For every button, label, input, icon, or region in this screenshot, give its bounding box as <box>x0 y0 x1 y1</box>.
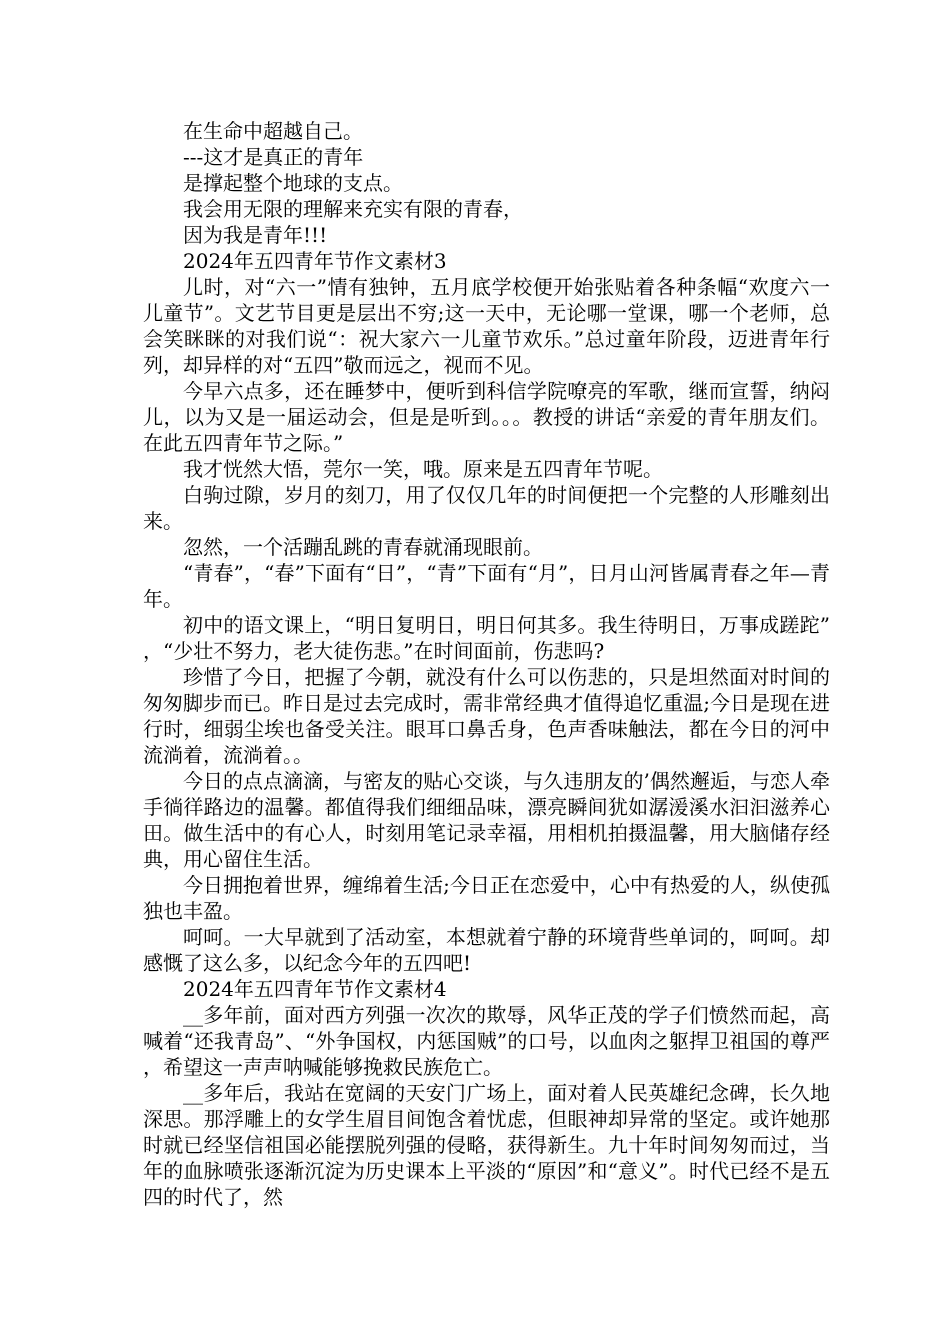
paragraph: 今早六点多，还在睡梦中，便听到科信学院嘹亮的军歌，继而宣誓，纳闷儿，以为又是一届运动会，但是是听到。。。教授的讲话“亲爱的青年朋友们。在此五四青年节之际。” <box>143 379 830 455</box>
paragraph: 我才恍然大悟，莞尔一笑，哦。原来是五四青年节呢。 <box>183 457 663 481</box>
paragraph: 儿时，对“六一”情有独钟，五月底学校便开始张贴着各种条幅“欢度六一儿童节”。文艺节目更是层出不穷;这一天中，无论哪一堂课，哪一个老师，总会笑眯眯的对我们说“：祝大家六一儿童节欢乐。”总过童年阶段，迈进青年行列，却异样的对“五四”敬而远之，视而不见。 <box>143 275 830 377</box>
paragraph: 珍惜了今日，把握了今朝，就没有什么可以伤悲的，只是坦然面对时间的匆匆脚步而已。昨日是过去完成时，需非常经典才值得追忆重温;今日是现在进行时，细弱尘埃也备受关注。眼耳口鼻舌身，色声香味触法，都在今日的河中流淌着，流淌着。。 <box>143 665 830 767</box>
paragraph: 白驹过隙，岁月的刻刀，用了仅仅几年的时间便把一个完整的人形雕刻出来。 <box>143 483 830 533</box>
paragraph: __多年后，我站在宽阔的天安门广场上，面对着人民英雄纪念碑，长久地深思。那浮雕上的女学生眉目间饱含着忧虑，但眼神却异常的坚定。或许她那时就已经坚信祖国必能摆脱列强的侵略，获得新生。九十年时间匆匆而过，当年的血脉喷张逐渐沉淀为历史课本上平淡的“原因”和“意义”。时代已经不是五四的时代了，然 <box>143 1081 830 1209</box>
paragraph: 呵呵。一大早就到了活动室，本想就着宁静的环境背些单词的，呵呵。却感慨了这么多，以纪念今年的五四吧! <box>143 925 830 975</box>
paragraph: 在生命中超越自己。 <box>183 119 363 143</box>
paragraph: 因为我是青年!!! <box>183 223 328 247</box>
paragraph: __多年前，面对西方列强一次次的欺辱，风华正茂的学子们愤然而起，高喊着“还我青岛”、“外争国权，内惩国贼”的口号，以血肉之躯捍卫祖国的尊严，希望这一声声呐喊能够挽救民族危亡。 <box>143 1003 830 1079</box>
paragraph: 我会用无限的理解来充实有限的青春， <box>183 197 523 221</box>
paragraph: 忽然，一个活蹦乱跳的青春就涌现眼前。 <box>183 535 543 559</box>
paragraph: 是撑起整个地球的支点。 <box>183 171 403 195</box>
paragraph: 初中的语文课上，“明日复明日，明日何其多。我生待明日，万事成蹉跎”，“少壮不努力，老大徒伤悲。”在时间面前，伤悲吗? <box>143 613 830 663</box>
section-heading: 2024年五四青年节作文素材4 <box>183 977 447 1001</box>
paragraph: 今日的点点滴滴，与密友的贴心交谈，与久违朋友的’偶然邂逅，与恋人牵手徜徉路边的温馨。都值得我们细细品味，漂亮瞬间犹如潺湲溪水汩汩滋养心田。做生活中的有心人，时刻用笔记录幸福，用相机拍摄温馨，用大脑储存经典，用心留住生活。 <box>143 769 830 871</box>
paragraph: ---这才是真正的青年 <box>183 145 364 169</box>
section-heading: 2024年五四青年节作文素材3 <box>183 249 447 273</box>
document-body <box>143 118 830 1210</box>
paragraph: “青春”，“春”下面有“日”，“青”下面有“月”，日月山河皆属青春之年—青年。 <box>143 561 830 611</box>
paragraph: 今日拥抱着世界，缠绵着生活;今日正在恋爱中，心中有热爱的人，纵使孤独也丰盈。 <box>143 873 830 923</box>
